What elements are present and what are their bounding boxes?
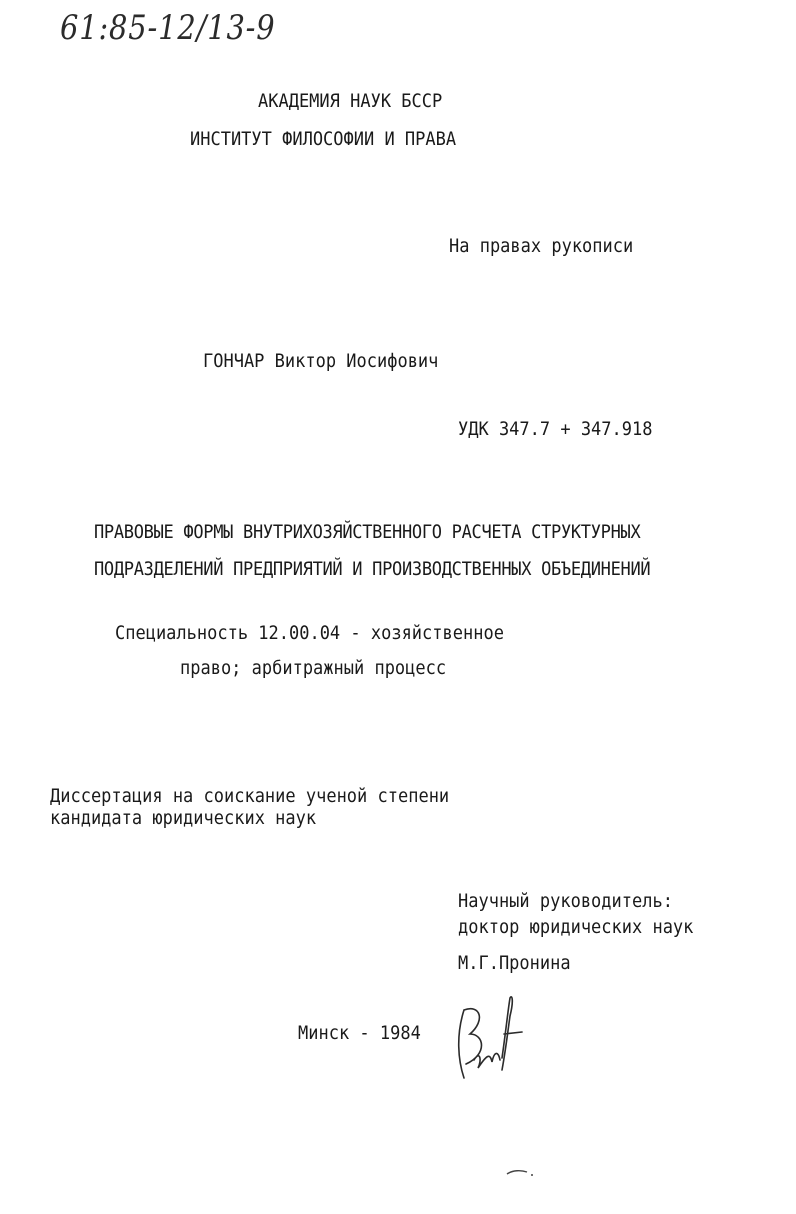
thesis-title-line-1: ПРАВОВЫЕ ФОРМЫ ВНУТРИХОЗЯЙСТВЕННОГО РАСЧЕТА СТРУКТУРНЫХ	[94, 521, 641, 544]
handwritten-note: 61:85-12/13-9	[60, 8, 276, 48]
manuscript-notice: На правах рукописи	[449, 235, 634, 258]
signature	[452, 990, 532, 1085]
specialty-line-1: Специальность 12.00.04 - хозяйственное	[115, 622, 504, 645]
place-year: Минск - 1984	[298, 1022, 421, 1045]
thesis-title-line-2: ПОДРАЗДЕЛЕНИЙ ПРЕДПРИЯТИЙ И ПРОИЗВОДСТВЕННЫХ ОБЪЕДИНЕНИЙ	[94, 558, 651, 581]
supervisor-name: М.Г.Пронина	[458, 952, 571, 975]
institute-name: ИНСТИТУТ ФИЛОСОФИИ И ПРАВА	[190, 128, 457, 151]
author-name: ГОНЧАР Виктор Иосифович	[203, 350, 439, 373]
supervisor-degree: доктор юридических наук	[458, 916, 694, 939]
dissertation-line-1: Диссертация на соискание ученой степени	[50, 785, 450, 808]
scan-mark	[505, 1166, 535, 1178]
udc-code: УДК 347.7 + 347.918	[458, 418, 653, 441]
dissertation-line-2: кандидата юридических наук	[50, 807, 317, 830]
academy-name: АКАДЕМИЯ НАУК БССР	[258, 90, 443, 113]
specialty-line-2: право; арбитражный процесс	[180, 657, 447, 680]
supervisor-label: Научный руководитель:	[458, 890, 673, 913]
